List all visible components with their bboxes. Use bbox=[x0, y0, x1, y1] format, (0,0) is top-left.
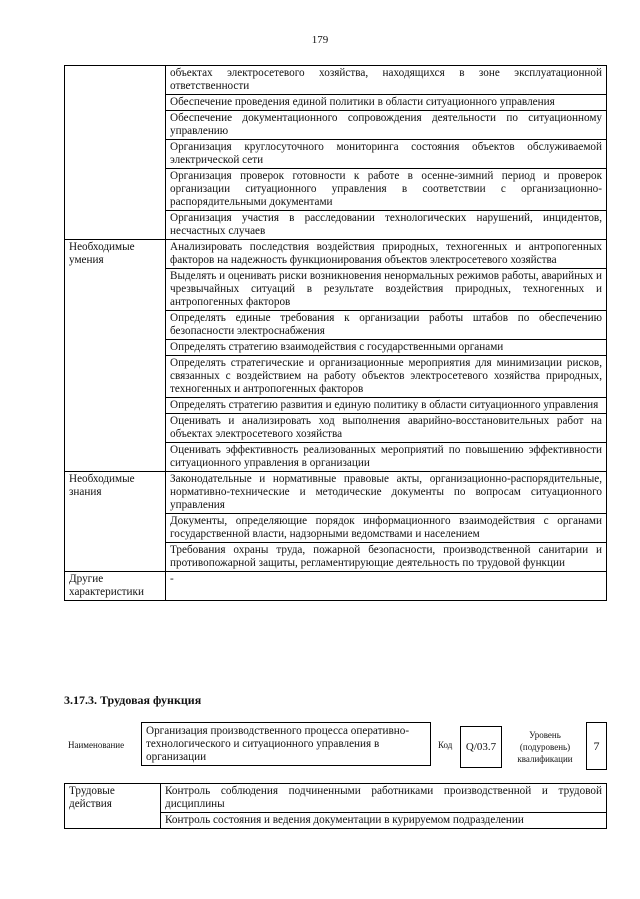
row-item: Определять стратегию развития и единую политику в области ситуационного управления bbox=[166, 398, 607, 414]
code-value: Q/03.7 bbox=[460, 726, 502, 768]
row-label: Необходимые умения bbox=[65, 240, 166, 472]
row-item: Документы, определяющие порядок информационного взаимодействия с органами государственной власти, надзорными ведомствами и населением bbox=[166, 514, 607, 543]
row-item: Определять стратегические и организационные мероприятия для минимизации рисков, связанных с воздействием на работу объектов электросетевого хозяйства природных, техногенных и антропогенных факторов bbox=[166, 356, 607, 398]
competency-table bbox=[64, 65, 607, 601]
row-item: Оценивать и анализировать ход выполнения аварийно-восстановительных работ на объектах электросетевого хозяйства bbox=[166, 414, 607, 443]
row-label: Трудовые действия bbox=[65, 784, 161, 829]
row-item: Контроль соблюдения подчиненными работниками производственной и трудовой дисциплины bbox=[161, 784, 607, 813]
table-row bbox=[65, 784, 607, 813]
row-label: Другие характеристики bbox=[65, 572, 166, 601]
row-item: Определять стратегию взаимодействия с государственными органами bbox=[166, 340, 607, 356]
naming-value: Организация производственного процесса оперативно-технологического и ситуационного управления в организации bbox=[141, 722, 431, 766]
page-number: 179 bbox=[311, 34, 329, 46]
row-item: Контроль состояния и ведения документации в курируемом подразделении bbox=[161, 813, 607, 829]
row-item: объектах электросетевого хозяйства, находящихся в зоне эксплуатационной ответственности bbox=[166, 66, 607, 95]
row-item: Выделять и оценивать риски возникновения ненормальных режимов работы, аварийных и чрезвычайных ситуаций в результате воздействия природных, техногенных и антропогенных факторов bbox=[166, 269, 607, 311]
labor-actions-table bbox=[64, 783, 607, 829]
row-item: Оценивать эффективность реализованных мероприятий по повышению эффективности ситуационного управления в организации bbox=[166, 443, 607, 472]
row-item: Организация участия в расследовании технологических нарушений, инцидентов, несчастных случаев bbox=[166, 211, 607, 240]
table-row bbox=[65, 66, 607, 95]
table-row bbox=[65, 472, 607, 514]
row-item: Организация проверок готовности к работе в осенне-зимний период и проверок организации ситуационного управления в соответствии с организационно-распорядительными документами bbox=[166, 169, 607, 211]
qualification-level-value: 7 bbox=[586, 722, 607, 770]
row-item: Требования охраны труда, пожарной безопасности, производственной санитарии и противопожарной защиты, регламентирующие деятельность по трудовой функции bbox=[166, 543, 607, 572]
section-heading: 3.17.3. Трудовая функция bbox=[64, 693, 202, 707]
row-item: Анализировать последствия воздействия природных, техногенных и антропогенных факторов на надежность функционирования объектов электросетевого хозяйства bbox=[166, 240, 607, 269]
naming-label: Наименование bbox=[68, 740, 125, 750]
row-label: Необходимые знания bbox=[65, 472, 166, 572]
table-row bbox=[65, 572, 607, 601]
row-item: Определять единые требования к организации работы штабов по обеспечению безопасности электроснабжения bbox=[166, 311, 607, 340]
row-item: Обеспечение проведения единой политики в области ситуационного управления bbox=[166, 95, 607, 111]
code-label: Код bbox=[438, 740, 453, 750]
row-item: Обеспечение документационного сопровождения деятельности по ситуационному управлению bbox=[166, 111, 607, 140]
row-item: Законодательные и нормативные правовые акты, организационно-распорядительные, нормативно-технические и методические документы по вопросам ситуационного управления bbox=[166, 472, 607, 514]
table-row bbox=[65, 240, 607, 269]
row-item: - bbox=[166, 572, 607, 601]
row-label bbox=[65, 66, 166, 240]
qualification-level-label: Уровень (подуровень) квалификации bbox=[517, 730, 573, 764]
row-item: Организация круглосуточного мониторинга состояния объектов обслуживаемой электрической сети bbox=[166, 140, 607, 169]
